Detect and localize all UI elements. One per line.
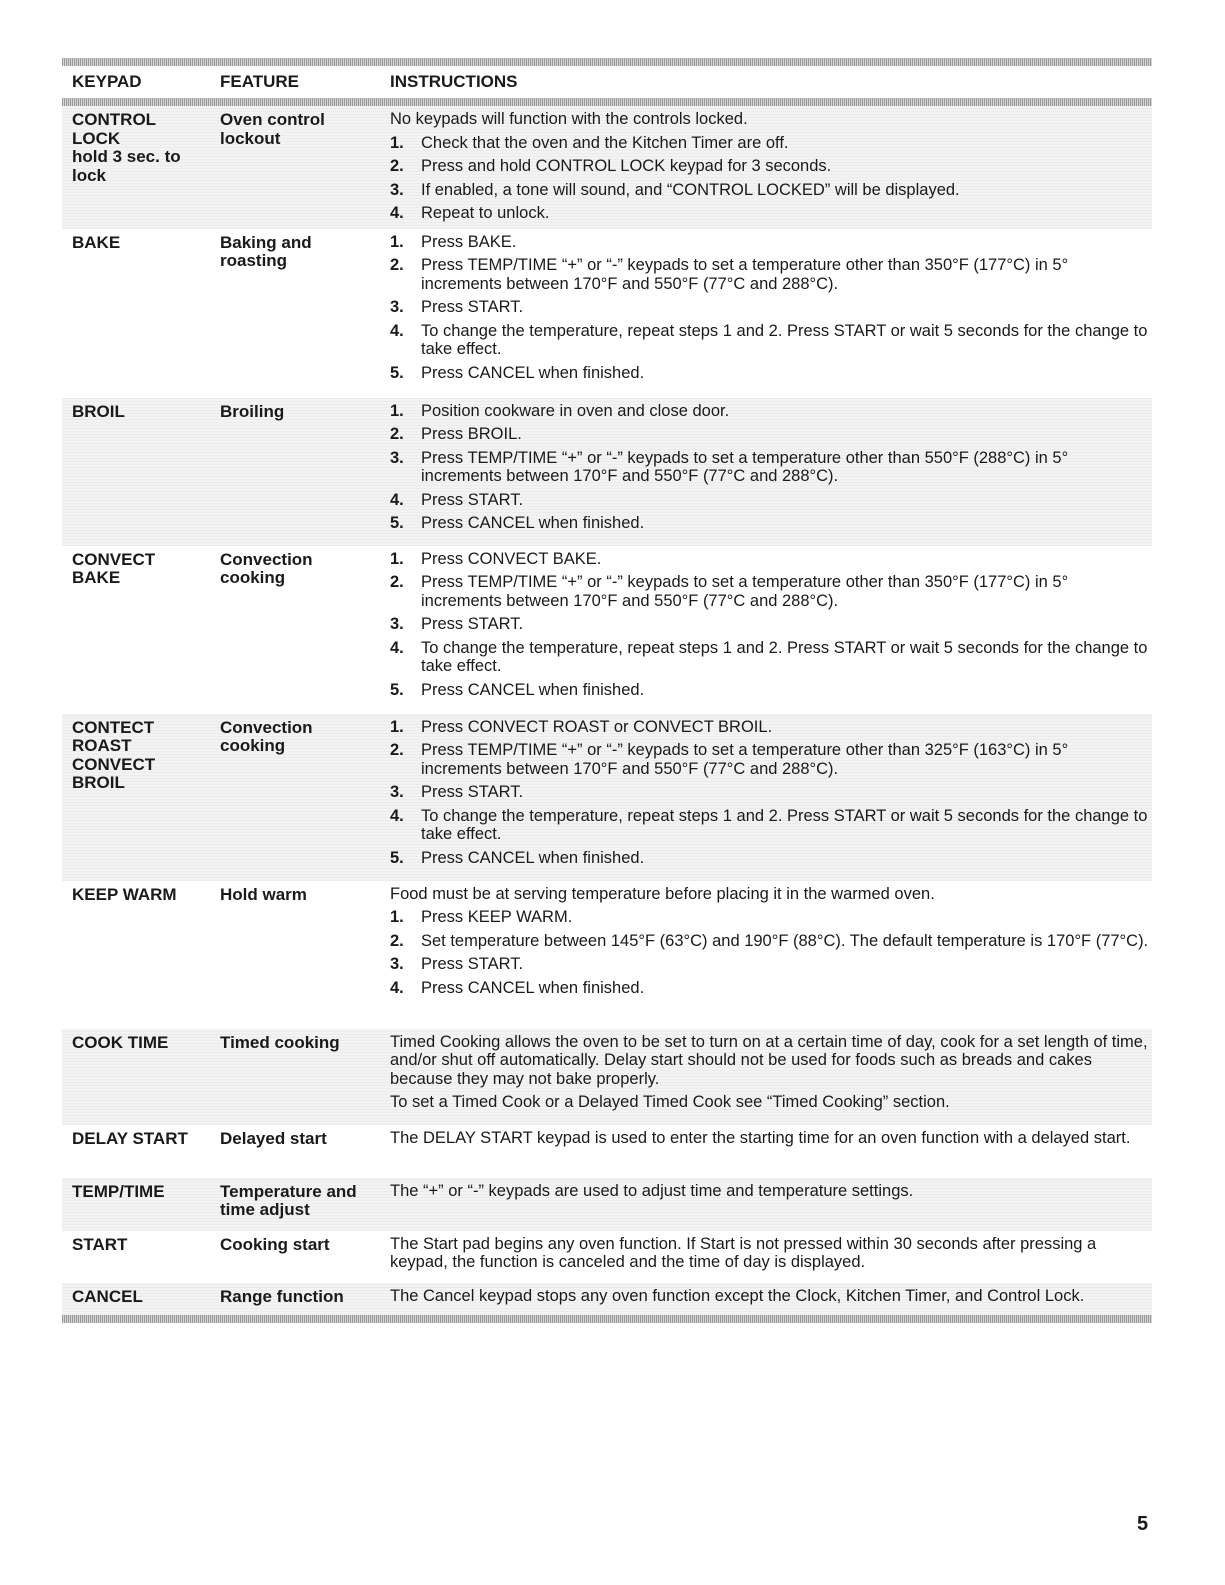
step-text: Press BROIL. (421, 425, 522, 443)
instructions-cell (390, 233, 1152, 392)
table-row (62, 881, 1152, 1029)
header-rule (62, 98, 1152, 106)
step-number: 5. (390, 363, 404, 382)
top-rule (62, 58, 1152, 66)
step-number: 4. (390, 321, 404, 340)
table-header (62, 66, 1152, 98)
keypad-cell: DELAY START (72, 1128, 188, 1148)
instruction-steps (390, 402, 1152, 533)
step-text: Press TEMP/TIME “+” or “-” keypads to set a temperature other than 350°F (177°C) in 5° increments between 170°F and 550°F (77°C and 288°C). (421, 256, 1069, 293)
document-page (62, 58, 1152, 1323)
step-number: 4. (390, 638, 404, 657)
instruction-step (390, 233, 1152, 252)
step-number: 2. (390, 931, 404, 950)
instruction-step (390, 849, 1152, 868)
table-row (62, 1178, 1152, 1231)
instructions-cell (390, 1033, 1152, 1119)
instructions-cell (390, 1287, 1152, 1309)
instruction-paragraph: The DELAY START keypad is used to enter the starting time for an oven function with a delayed start. (390, 1128, 1131, 1147)
keypad-cell: KEEP WARM (72, 884, 177, 904)
feature-cell: Convection cooking (220, 549, 313, 587)
step-number: 4. (390, 204, 404, 222)
step-text: Press CONVECT ROAST or CONVECT BROIL. (421, 717, 773, 736)
feature-cell: Range function (220, 1286, 344, 1306)
step-number: 5. (390, 680, 404, 699)
instruction-step (390, 718, 1152, 737)
instruction-step (390, 157, 1152, 176)
instructions-cell (390, 1182, 1152, 1225)
instructions-cell (390, 550, 1152, 708)
keypad-cell: CANCEL (72, 1286, 143, 1306)
instructions-cell (390, 1235, 1152, 1277)
step-text: Repeat to unlock. (421, 204, 550, 222)
instructions-cell (390, 718, 1152, 875)
table-row (62, 229, 1152, 398)
step-text: Press KEEP WARM. (421, 908, 573, 926)
bottom-rule (62, 1315, 1152, 1323)
instruction-step (390, 402, 1152, 421)
step-number: 3. (390, 448, 404, 467)
instruction-step (390, 979, 1152, 998)
step-number: 3. (390, 615, 404, 633)
table-row (62, 1029, 1152, 1125)
step-text: Press CANCEL when finished. (421, 514, 645, 532)
table-row (62, 546, 1152, 714)
step-number: 4. (390, 806, 404, 825)
step-text: Press CONVECT BAKE. (421, 549, 602, 568)
feature-cell: Broiling (220, 401, 285, 421)
step-text: Press TEMP/TIME “+” or “-” keypads to set a temperature other than 325°F (163°C) in 5° increments between 170°F and 550°F (77°C and 288°C). (421, 741, 1069, 778)
step-number: 5. (390, 514, 404, 532)
instruction-step (390, 932, 1152, 951)
instruction-step (390, 364, 1152, 383)
instructions-cell (390, 110, 1152, 223)
step-text: Press START. (421, 615, 524, 633)
instruction-step (390, 955, 1152, 974)
step-text: Press START. (421, 490, 524, 509)
step-text: Press TEMP/TIME “+” or “-” keypads to set a temperature other than 350°F (177°C) in 5° increments between 170°F and 550°F (77°C and 288°C). (421, 573, 1069, 610)
feature-cell: Hold warm (220, 884, 307, 904)
instruction-step (390, 134, 1152, 153)
step-number: 2. (390, 573, 404, 591)
keypad-cell: START (72, 1234, 128, 1254)
step-number: 1. (390, 717, 404, 736)
instruction-steps (390, 134, 1152, 223)
instruction-paragraph: The “+” or “-” keypads are used to adjust time and temperature settings. (390, 1181, 914, 1200)
instruction-step (390, 181, 1152, 200)
step-text: Set temperature between 145°F (63°C) and 190°F (88°C). The default temperature is 170°F (77°C). (421, 931, 1149, 950)
keypad-cell: TEMP/TIME (72, 1181, 165, 1201)
step-number: 3. (390, 298, 404, 316)
step-number: 1. (390, 232, 404, 251)
step-number: 5. (390, 848, 404, 867)
step-number: 2. (390, 157, 404, 175)
instructions-cell (390, 885, 1152, 1023)
feature-cell: Convection cooking (220, 717, 313, 755)
step-text: To change the temperature, repeat steps 1 and 2. Press START or wait 5 seconds for the change to take effect. (421, 321, 1148, 358)
feature-cell: Oven control lockout (220, 110, 325, 148)
page-number: 5 (1137, 1513, 1149, 1535)
feature-cell: Baking and roasting (220, 232, 312, 270)
keypad-cell: BROIL (72, 401, 125, 421)
feature-cell: Cooking start (220, 1234, 330, 1254)
step-text: If enabled, a tone will sound, and “CONTROL LOCKED” will be displayed. (421, 180, 960, 199)
instruction-step (390, 681, 1152, 700)
instruction-step (390, 615, 1152, 634)
instruction-step (390, 807, 1152, 844)
keypad-cell: CONTECT ROAST CONVECT BROIL (72, 717, 156, 792)
step-text: Press START. (421, 298, 524, 316)
step-number: 3. (390, 955, 404, 973)
step-text: Press START. (421, 783, 524, 801)
step-number: 1. (390, 908, 404, 926)
keypad-cell: CONVECT BAKE (72, 549, 156, 587)
step-text: To change the temperature, repeat steps 1 and 2. Press START or wait 5 seconds for the change to take effect. (421, 806, 1148, 843)
instruction-step (390, 783, 1152, 802)
feature-cell: Temperature and time adjust (220, 1181, 357, 1219)
table-row (62, 1125, 1152, 1178)
instruction-step (390, 298, 1152, 317)
feature-cell: Delayed start (220, 1128, 327, 1148)
instruction-steps (390, 550, 1152, 700)
table-body (62, 106, 1152, 1315)
instruction-step (390, 449, 1152, 486)
instructions-cell (390, 1129, 1152, 1172)
instruction-step (390, 322, 1152, 359)
instruction-step (390, 639, 1152, 676)
table-row (62, 1283, 1152, 1315)
step-text: Press and hold CONTROL LOCK keypad for 3 seconds. (421, 157, 832, 175)
step-number: 2. (390, 256, 404, 274)
instruction-step (390, 425, 1152, 444)
instruction-paragraph: The Start pad begins any oven function. If Start is not pressed within 30 seconds after pressing a keypad, the function is canceled and the time of day is displayed. (390, 1234, 1097, 1271)
step-text: Press BAKE. (421, 232, 517, 251)
instruction-paragraph: The Cancel keypad stops any oven function except the Clock, Kitchen Timer, and Control Lock. (390, 1286, 1085, 1305)
step-number: 1. (390, 549, 404, 568)
step-number: 3. (390, 180, 404, 199)
header-keypad: KEYPAD (72, 72, 142, 91)
instruction-step (390, 256, 1152, 293)
step-number: 2. (390, 741, 404, 759)
header-feature: FEATURE (220, 72, 300, 91)
instructions-cell (390, 402, 1152, 540)
step-text: Press CANCEL when finished. (421, 978, 645, 997)
step-text: Position cookware in oven and close door. (421, 401, 730, 420)
step-text: Press CANCEL when finished. (421, 848, 645, 867)
step-number: 4. (390, 978, 404, 997)
instruction-paragraph: Timed Cooking allows the oven to be set to turn on at a certain time of day, cook for a set length of time, and/or shut off automatically. Delay start should not be used for foods such as breads and cakes because they may not bake properly. (390, 1032, 1148, 1088)
step-number: 3. (390, 783, 404, 801)
step-text: To change the temperature, repeat steps 1 and 2. Press START or wait 5 seconds for the change to take effect. (421, 638, 1148, 675)
instruction-step (390, 741, 1152, 778)
step-text: Check that the oven and the Kitchen Timer are off. (421, 133, 789, 152)
step-number: 2. (390, 425, 404, 443)
table-row (62, 714, 1152, 881)
step-number: 1. (390, 133, 404, 152)
instruction-intro: No keypads will function with the controls locked. (390, 110, 748, 128)
instruction-step (390, 204, 1152, 223)
header-instructions: INSTRUCTIONS (390, 72, 518, 91)
step-text: Press TEMP/TIME “+” or “-” keypads to set a temperature other than 550°F (288°C) in 5° increments between 170°F and 550°F (77°C and 288°C). (421, 448, 1069, 485)
table-row (62, 398, 1152, 546)
instruction-step (390, 573, 1152, 610)
instruction-step (390, 514, 1152, 533)
instruction-step (390, 550, 1152, 569)
keypad-cell: BAKE (72, 232, 121, 252)
instruction-paragraph: To set a Timed Cook or a Delayed Timed Cook see “Timed Cooking” section. (390, 1093, 950, 1111)
step-number: 1. (390, 401, 404, 420)
step-number: 4. (390, 490, 404, 509)
feature-cell: Timed cooking (220, 1032, 340, 1052)
table-row (62, 1231, 1152, 1283)
instruction-steps (390, 718, 1152, 868)
table-row (62, 106, 1152, 229)
keypad-cell: CONTROL LOCK hold 3 sec. to lock (72, 110, 181, 185)
instruction-steps (390, 908, 1152, 997)
instruction-intro: Food must be at serving temperature before placing it in the warmed oven. (390, 884, 935, 903)
step-text: Press CANCEL when finished. (421, 363, 645, 382)
instruction-steps (390, 233, 1152, 383)
instruction-step (390, 491, 1152, 510)
instruction-step (390, 908, 1152, 927)
step-text: Press START. (421, 955, 524, 973)
step-text: Press CANCEL when finished. (421, 680, 645, 699)
keypad-cell: COOK TIME (72, 1032, 169, 1052)
